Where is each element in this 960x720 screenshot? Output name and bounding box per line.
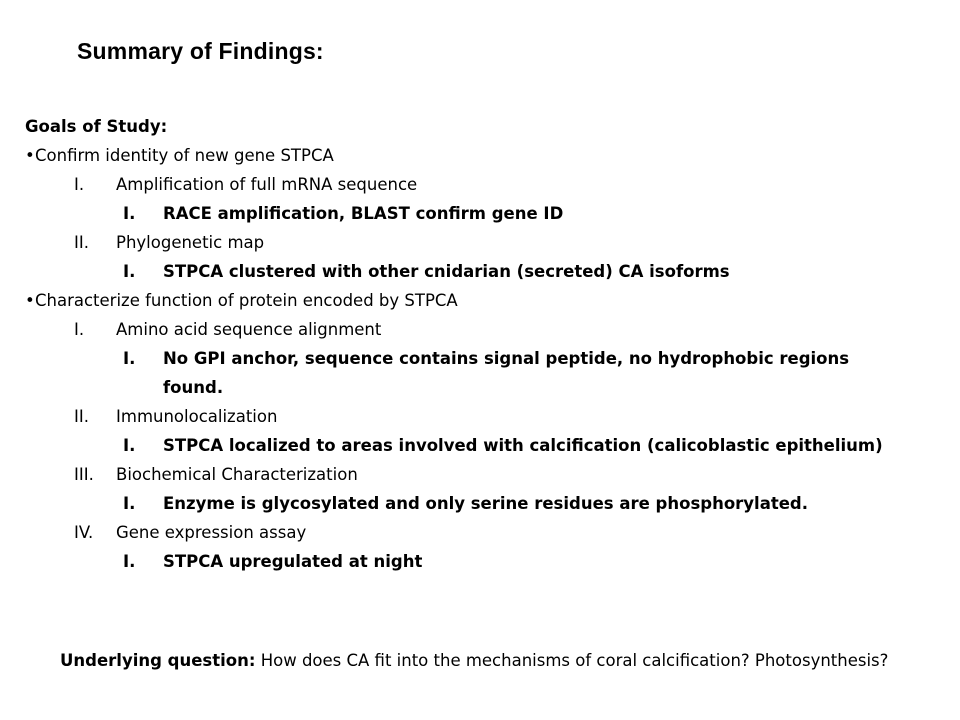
item-number: IV. <box>74 523 94 542</box>
item-text: Biochemical Characterization <box>116 465 358 484</box>
item-text: Phylogenetic map <box>116 233 265 252</box>
list-item <box>25 315 945 344</box>
list-item <box>25 170 945 199</box>
finding-number: I. <box>123 552 136 571</box>
goals-heading: Goals of Study: <box>25 117 168 136</box>
item-text: Immunolocalization <box>116 407 278 426</box>
item-text: Amino acid sequence alignment <box>116 320 382 339</box>
finding-text: STPCA upregulated at night <box>163 552 423 571</box>
bullet-dot: • <box>25 146 35 165</box>
finding-item <box>25 199 945 228</box>
finding-text: STPCA clustered with other cnidarian (secreted) CA isoforms <box>163 262 730 281</box>
item-number: I. <box>74 320 85 339</box>
finding-number: I. <box>123 204 136 223</box>
finding-number: I. <box>123 262 136 281</box>
bullet-text: Confirm identity of new gene STPCA <box>35 146 334 165</box>
bullet-item <box>25 141 945 170</box>
finding-text: No GPI anchor, sequence contains signal peptide, no hydrophobic regions <box>163 349 850 368</box>
goals-section <box>25 112 945 576</box>
bullet-item <box>25 286 945 315</box>
finding-item <box>25 489 945 518</box>
finding-text: Enzyme is glycosylated and only serine residues are phosphorylated. <box>163 494 808 513</box>
underlying-question <box>60 647 920 674</box>
list-item <box>25 518 945 547</box>
item-number: II. <box>74 407 89 426</box>
list-item <box>25 228 945 257</box>
finding-item <box>25 344 945 373</box>
finding-item <box>25 547 945 576</box>
finding-text: STPCA localized to areas involved with calcification (calicoblastic epithelium) <box>163 436 883 455</box>
finding-text-continuation: found. <box>163 378 224 397</box>
underlying-question-text: How does CA fit into the mechanisms of coral calcification? Photosynthesis? <box>255 651 889 670</box>
slide-title: Summary of Findings: <box>77 38 324 64</box>
finding-text: RACE amplification, BLAST confirm gene ID <box>163 204 564 223</box>
item-text: Gene expression assay <box>116 523 307 542</box>
item-number: II. <box>74 233 89 252</box>
finding-number: I. <box>123 494 136 513</box>
underlying-question-label: Underlying question: <box>60 651 256 670</box>
item-text: Amplification of full mRNA sequence <box>116 175 418 194</box>
finding-number: I. <box>123 436 136 455</box>
list-item <box>25 402 945 431</box>
item-number: III. <box>74 465 94 484</box>
finding-number: I. <box>123 349 136 368</box>
item-number: I. <box>74 175 85 194</box>
list-item <box>25 460 945 489</box>
bullet-text: Characterize function of protein encoded by STPCA <box>35 291 458 310</box>
finding-item <box>25 257 945 286</box>
bullet-dot: • <box>25 291 35 310</box>
finding-item <box>25 431 945 460</box>
